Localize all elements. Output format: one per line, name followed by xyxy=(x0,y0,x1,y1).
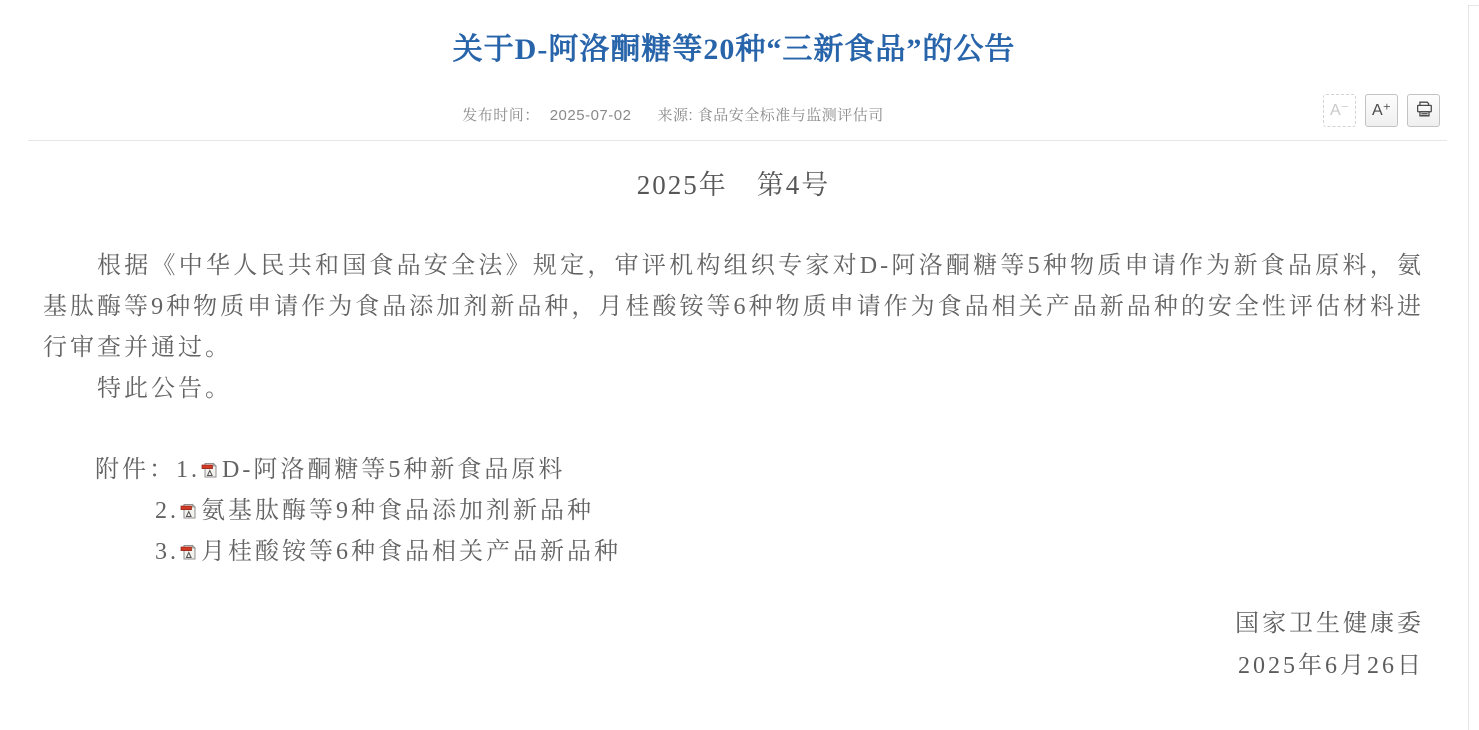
header-divider xyxy=(28,140,1447,141)
issue-date: 2025年6月26日 xyxy=(1238,653,1424,679)
attachments-list xyxy=(43,450,1424,573)
font-decrease-button[interactable]: A⁻ xyxy=(1323,94,1356,127)
attachment-link[interactable]: D-阿洛酮糖等5种新食品原料 xyxy=(222,457,566,483)
attachment-number: 2. xyxy=(155,498,179,524)
attachment-number: 3. xyxy=(155,539,179,565)
print-button[interactable] xyxy=(1407,94,1440,127)
meta-info xyxy=(0,94,1346,125)
printer-icon xyxy=(1414,99,1434,123)
pdf-icon xyxy=(180,534,198,552)
attachment-item-3 xyxy=(43,532,1424,573)
closing-paragraph: 特此公告。 xyxy=(97,376,232,402)
document-body xyxy=(0,163,1468,687)
page-title: 关于D-阿洛酮糖等20种“三新食品”的公告 xyxy=(452,33,1016,66)
source-label: 来源: xyxy=(657,107,694,124)
attachment-link[interactable]: 月桂酸铵等6种食品相关产品新品种 xyxy=(201,539,621,565)
publish-time-label: 发布时间： xyxy=(462,107,540,124)
font-toolbar xyxy=(1323,94,1440,127)
font-increase-button[interactable]: A⁺ xyxy=(1365,94,1398,127)
attachment-item-1 xyxy=(43,450,1424,491)
attachment-link[interactable]: 氨基肽酶等9种食品添加剂新品种 xyxy=(201,498,594,524)
announcement-page xyxy=(0,5,1469,730)
main-paragraph: 根据《中华人民共和国食品安全法》规定，审评机构组织专家对D-阿洛酮糖等5种物质申请作为新食品原料，氨基肽酶等9种物质申请作为食品添加剂新品种，月桂酸铵等6种物质申请作为食品相关产品新品种的安全性评估材料进行审查并通过。 xyxy=(43,253,1424,361)
issuing-authority: 国家卫生健康委 xyxy=(1235,611,1424,637)
attachment-item-2 xyxy=(43,491,1424,532)
signature-block xyxy=(43,603,1424,687)
issue-number: 2025年 第4号 xyxy=(636,170,831,200)
pdf-icon xyxy=(201,452,219,470)
attachment-number: 1. xyxy=(176,457,200,483)
attachments-label: 附件： xyxy=(95,457,176,483)
pdf-icon xyxy=(180,493,198,511)
source-value: 食品安全标准与监测评估司 xyxy=(697,107,884,124)
publish-time-value: 2025-07-02 xyxy=(549,107,632,124)
meta-row xyxy=(0,94,1468,130)
